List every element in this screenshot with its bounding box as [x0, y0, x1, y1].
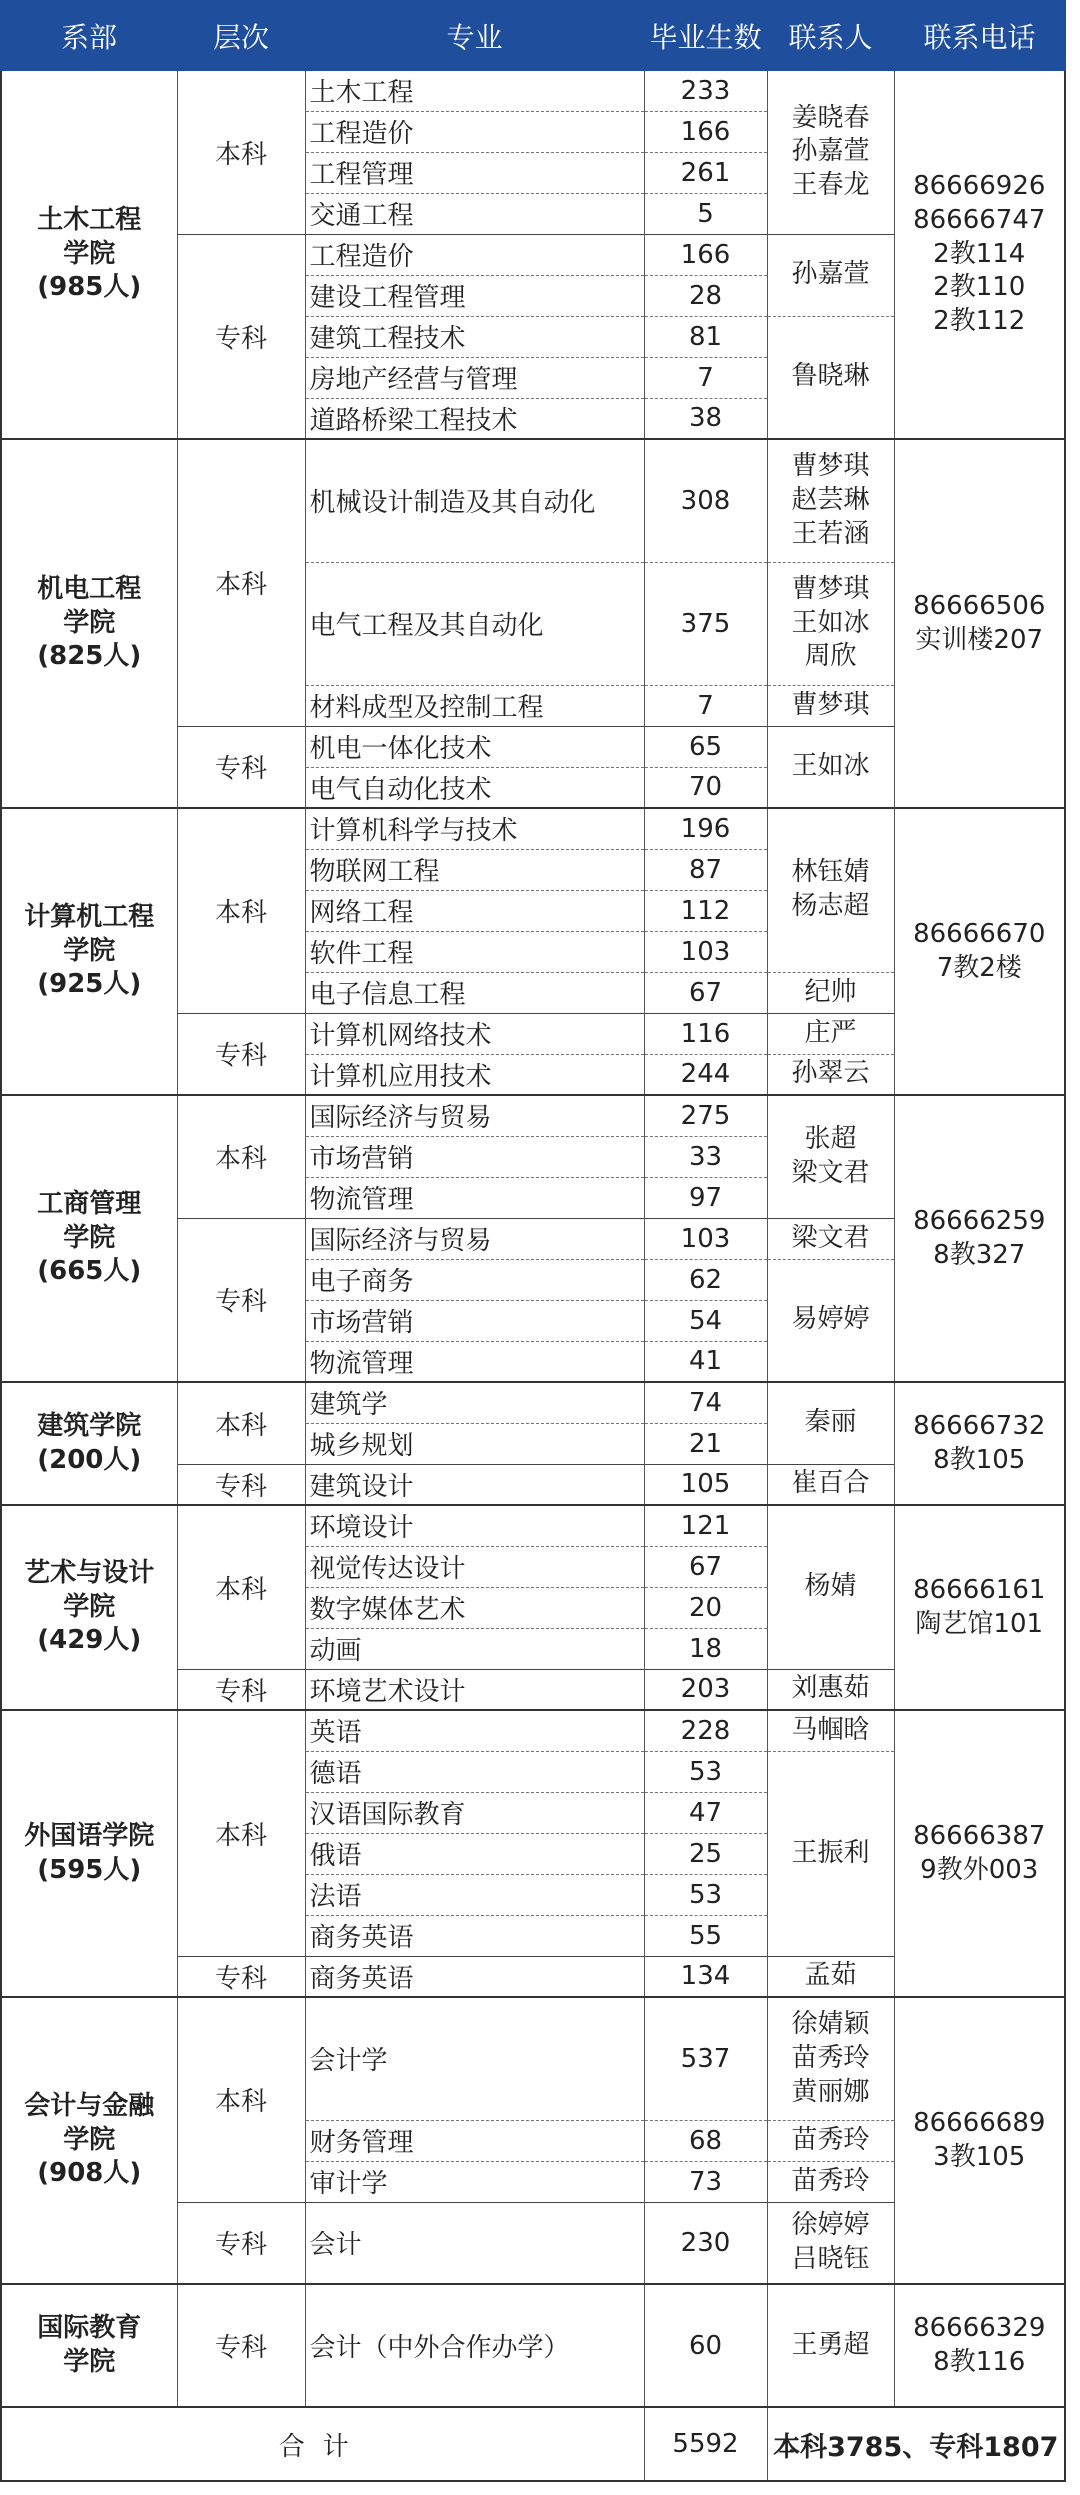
contact-cell: 姜晓春 孙嘉萱 王春龙 — [767, 70, 894, 234]
dept-count: (985人) — [37, 272, 142, 303]
graduates-cell: 7 — [644, 357, 767, 398]
graduates-cell: 196 — [644, 808, 767, 849]
contact-cell: 曹梦琪 — [767, 685, 894, 726]
graduates-cell: 233 — [644, 70, 767, 111]
graduates-cell: 70 — [644, 767, 767, 808]
dept-count: (925人) — [37, 969, 142, 1000]
graduates-cell: 54 — [644, 1300, 767, 1341]
dept-cell — [1, 808, 177, 1095]
graduates-cell: 67 — [644, 972, 767, 1013]
graduates-cell: 21 — [644, 1423, 767, 1464]
major-cell: 计算机应用技术 — [305, 1054, 644, 1095]
contact-cell: 孟茹 — [767, 1956, 894, 1997]
graduates-cell: 68 — [644, 2120, 767, 2161]
graduates-cell: 73 — [644, 2161, 767, 2202]
major-cell: 国际经济与贸易 — [305, 1095, 644, 1136]
contact-cell: 徐婷婷 吕晓钰 — [767, 2202, 894, 2284]
major-cell: 视觉传达设计 — [305, 1546, 644, 1587]
major-cell: 材料成型及控制工程 — [305, 685, 644, 726]
major-cell: 法语 — [305, 1874, 644, 1915]
contact-cell: 徐婧颖 苗秀玲 黄丽娜 — [767, 1997, 894, 2120]
contact-cell: 秦丽 — [767, 1382, 894, 1464]
graduates-cell: 116 — [644, 1013, 767, 1054]
graduates-cell: 228 — [644, 1710, 767, 1751]
level-cell: 专科 — [177, 1013, 305, 1095]
phone-cell: 86666670 7教2楼 — [894, 808, 1065, 1095]
major-cell: 机械设计制造及其自动化 — [305, 439, 644, 562]
contact-cell: 苗秀玲 — [767, 2161, 894, 2202]
dept-count: (200人) — [37, 1444, 142, 1475]
phone-cell: 86666387 9教外003 — [894, 1710, 1065, 1997]
dept-cell — [1, 1710, 177, 1997]
dept-count: (665人) — [37, 1256, 142, 1287]
contact-cell: 马帼晗 — [767, 1710, 894, 1751]
table-row — [1, 70, 1065, 111]
table-row — [1, 1505, 1065, 1546]
major-cell: 软件工程 — [305, 931, 644, 972]
level-cell: 本科 — [177, 70, 305, 234]
total-label: 合计 — [1, 2407, 644, 2481]
major-cell: 房地产经营与管理 — [305, 357, 644, 398]
major-cell: 工程造价 — [305, 234, 644, 275]
graduates-cell: 47 — [644, 1792, 767, 1833]
level-cell: 专科 — [177, 726, 305, 808]
contact-cell: 孙嘉萱 — [767, 234, 894, 316]
major-cell: 会计学 — [305, 1997, 644, 2120]
level-cell: 本科 — [177, 1382, 305, 1464]
major-cell: 环境艺术设计 — [305, 1669, 644, 1710]
graduates-cell: 67 — [644, 1546, 767, 1587]
contact-cell: 杨婧 — [767, 1505, 894, 1669]
major-cell: 会计 — [305, 2202, 644, 2284]
total-row — [1, 2407, 1065, 2481]
major-cell: 汉语国际教育 — [305, 1792, 644, 1833]
graduates-cell: 81 — [644, 316, 767, 357]
graduates-cell: 203 — [644, 1669, 767, 1710]
dept-name: 计算机工程 学院 — [24, 901, 155, 966]
dept-name: 艺术与设计 学院 — [24, 1557, 155, 1622]
graduates-cell: 308 — [644, 439, 767, 562]
major-cell: 商务英语 — [305, 1915, 644, 1956]
graduates-cell: 121 — [644, 1505, 767, 1546]
phone-cell: 86666926 86666747 2教114 2教110 2教112 — [894, 70, 1065, 439]
header-dept: 系部 — [1, 1, 177, 70]
graduates-cell: 62 — [644, 1259, 767, 1300]
phone-cell: 86666161 陶艺馆101 — [894, 1505, 1065, 1710]
contact-cell: 庄严 — [767, 1013, 894, 1054]
major-cell: 物联网工程 — [305, 849, 644, 890]
graduates-cell: 5 — [644, 193, 767, 234]
major-cell: 计算机网络技术 — [305, 1013, 644, 1054]
graduates-cell: 74 — [644, 1382, 767, 1423]
graduates-cell: 38 — [644, 398, 767, 439]
phone-cell: 86666329 8教116 — [894, 2284, 1065, 2407]
header-contact: 联系人 — [767, 1, 894, 70]
graduates-cell: 166 — [644, 111, 767, 152]
total-note: 本科3785、专科1807 — [767, 2407, 1065, 2481]
table-row — [1, 808, 1065, 849]
graduates-cell: 41 — [644, 1341, 767, 1382]
contact-cell: 曹梦琪 王如冰 周欣 — [767, 562, 894, 685]
graduates-cell: 55 — [644, 1915, 767, 1956]
major-cell: 建设工程管理 — [305, 275, 644, 316]
graduates-cell: 230 — [644, 2202, 767, 2284]
major-cell: 审计学 — [305, 2161, 644, 2202]
major-cell: 物流管理 — [305, 1177, 644, 1218]
level-cell: 本科 — [177, 1095, 305, 1218]
dept-cell — [1, 1095, 177, 1382]
header-level: 层次 — [177, 1, 305, 70]
major-cell: 会计（中外合作办学） — [305, 2284, 644, 2407]
total-count: 5592 — [644, 2407, 767, 2481]
major-cell: 网络工程 — [305, 890, 644, 931]
contact-cell: 纪帅 — [767, 972, 894, 1013]
major-cell: 城乡规划 — [305, 1423, 644, 1464]
dept-count: (429人) — [37, 1625, 142, 1656]
contact-cell: 王如冰 — [767, 726, 894, 808]
graduates-cell: 87 — [644, 849, 767, 890]
major-cell: 建筑设计 — [305, 1464, 644, 1505]
level-cell: 本科 — [177, 1997, 305, 2202]
dept-count: (825人) — [37, 641, 142, 672]
major-cell: 工程造价 — [305, 111, 644, 152]
graduates-cell: 25 — [644, 1833, 767, 1874]
major-cell: 动画 — [305, 1628, 644, 1669]
major-cell: 国际经济与贸易 — [305, 1218, 644, 1259]
contact-cell: 王振利 — [767, 1751, 894, 1956]
major-cell: 物流管理 — [305, 1341, 644, 1382]
phone-cell: 86666259 8教327 — [894, 1095, 1065, 1382]
dept-cell — [1, 2284, 177, 2407]
level-cell: 本科 — [177, 1505, 305, 1669]
major-cell: 财务管理 — [305, 2120, 644, 2161]
contact-cell: 易婷婷 — [767, 1259, 894, 1382]
graduates-cell: 65 — [644, 726, 767, 767]
table-row — [1, 439, 1065, 480]
major-cell: 交通工程 — [305, 193, 644, 234]
major-cell: 俄语 — [305, 1833, 644, 1874]
contact-cell: 刘惠茹 — [767, 1669, 894, 1710]
level-cell: 专科 — [177, 2202, 305, 2284]
header-major: 专业 — [305, 1, 644, 70]
level-cell: 专科 — [177, 1956, 305, 1997]
major-cell: 计算机科学与技术 — [305, 808, 644, 849]
contact-cell: 鲁晓琳 — [767, 316, 894, 439]
major-cell: 环境设计 — [305, 1505, 644, 1546]
major-cell: 电气自动化技术 — [305, 767, 644, 808]
graduates-cell: 53 — [644, 1751, 767, 1792]
contact-cell: 梁文君 — [767, 1218, 894, 1259]
major-cell: 市场营销 — [305, 1300, 644, 1341]
major-cell: 商务英语 — [305, 1956, 644, 1997]
graduates-cell: 18 — [644, 1628, 767, 1669]
graduates-cell: 53 — [644, 1874, 767, 1915]
contact-cell: 王勇超 — [767, 2284, 894, 2407]
major-cell: 土木工程 — [305, 70, 644, 111]
contact-cell: 林钰婧 杨志超 — [767, 808, 894, 972]
table-row — [1, 1710, 1065, 1751]
dept-name: 土木工程 学院 — [37, 204, 142, 269]
major-cell: 德语 — [305, 1751, 644, 1792]
contact-cell: 苗秀玲 — [767, 2120, 894, 2161]
contact-cell: 崔百合 — [767, 1464, 894, 1505]
graduates-cell: 275 — [644, 1095, 767, 1136]
level-cell: 专科 — [177, 1218, 305, 1382]
major-cell: 英语 — [305, 1710, 644, 1751]
dept-cell — [1, 439, 177, 808]
contact-cell: 曹梦琪 赵芸琳 王若涵 — [767, 439, 894, 562]
dept-cell — [1, 70, 177, 439]
dept-name: 国际教育 学院 — [37, 2312, 142, 2377]
table-row — [1, 1997, 1065, 2038]
level-cell: 本科 — [177, 1710, 305, 1956]
table-row — [1, 2284, 1065, 2325]
graduates-cell: 375 — [644, 562, 767, 685]
phone-cell: 86666506 实训楼207 — [894, 439, 1065, 808]
graduates-cell: 60 — [644, 2284, 767, 2407]
major-cell: 电子商务 — [305, 1259, 644, 1300]
major-cell: 建筑学 — [305, 1382, 644, 1423]
major-cell: 工程管理 — [305, 152, 644, 193]
major-cell: 建筑工程技术 — [305, 316, 644, 357]
dept-name: 会计与金融 学院 — [24, 2090, 155, 2155]
phone-cell: 86666732 8教105 — [894, 1382, 1065, 1505]
header-graduates: 毕业生数 — [644, 1, 767, 70]
dept-cell — [1, 1997, 177, 2284]
major-cell: 电气工程及其自动化 — [305, 562, 644, 685]
dept-name: 工商管理 学院 — [37, 1188, 142, 1253]
graduates-cell: 537 — [644, 1997, 767, 2120]
graduates-cell: 261 — [644, 152, 767, 193]
dept-cell — [1, 1382, 177, 1505]
level-cell: 专科 — [177, 1464, 305, 1505]
graduates-cell: 103 — [644, 1218, 767, 1259]
graduates-cell: 33 — [644, 1136, 767, 1177]
phone-cell: 86666689 3教105 — [894, 1997, 1065, 2284]
contact-cell: 孙翠云 — [767, 1054, 894, 1095]
header-phone: 联系电话 — [894, 1, 1065, 70]
level-cell: 专科 — [177, 234, 305, 439]
graduates-cell: 105 — [644, 1464, 767, 1505]
level-cell: 本科 — [177, 439, 305, 726]
graduates-cell: 28 — [644, 275, 767, 316]
major-cell: 电子信息工程 — [305, 972, 644, 1013]
major-cell: 机电一体化技术 — [305, 726, 644, 767]
dept-cell — [1, 1505, 177, 1710]
graduates-cell: 7 — [644, 685, 767, 726]
header-row — [1, 1, 1065, 70]
major-cell: 数字媒体艺术 — [305, 1587, 644, 1628]
dept-name: 外国语学院 — [24, 1820, 155, 1851]
major-cell: 道路桥梁工程技术 — [305, 398, 644, 439]
graduates-cell: 103 — [644, 931, 767, 972]
graduates-cell: 112 — [644, 890, 767, 931]
graduates-cell: 134 — [644, 1956, 767, 1997]
dept-count: (595人) — [37, 1854, 142, 1885]
graduates-cell: 20 — [644, 1587, 767, 1628]
graduates-cell: 97 — [644, 1177, 767, 1218]
major-cell: 市场营销 — [305, 1136, 644, 1177]
level-cell: 本科 — [177, 808, 305, 1013]
graduates-cell: 244 — [644, 1054, 767, 1095]
table-row — [1, 1095, 1065, 1136]
level-cell: 专科 — [177, 1669, 305, 1710]
table-body — [1, 70, 1065, 2481]
contact-cell: 张超 梁文君 — [767, 1095, 894, 1218]
table-row — [1, 1382, 1065, 1423]
dept-count: (908人) — [37, 2158, 142, 2189]
level-cell: 专科 — [177, 2284, 305, 2407]
graduates-cell: 166 — [644, 234, 767, 275]
dept-name: 机电工程 学院 — [37, 573, 142, 638]
dept-name: 建筑学院 — [37, 1410, 142, 1441]
